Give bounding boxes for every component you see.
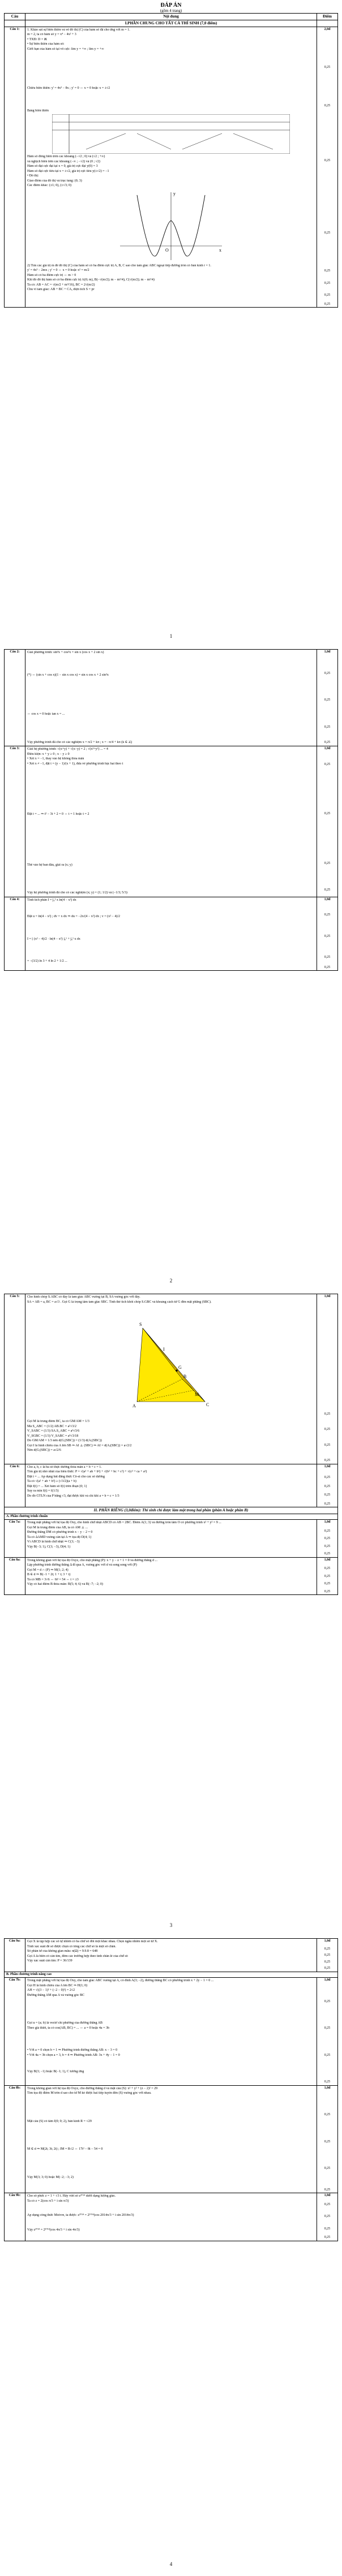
q9a-line: Vậy xác suất cần tìm: P = 36/139 bbox=[27, 1959, 72, 1963]
point-value: 0,25 bbox=[324, 1502, 331, 1506]
q7b-line: • Với 4a = 3b chọn a = 3, b = 4 ⇒ Phương trình AB: 3x + 4y − 1 = 0 bbox=[27, 2053, 120, 2057]
q6-points bbox=[317, 1464, 338, 1507]
q1-line: • Sự biến thiên của hàm số: bbox=[27, 42, 65, 46]
point-value: 0,25 bbox=[324, 2167, 331, 2170]
answer-table-page-3 bbox=[4, 1294, 338, 1595]
point-value: 0,25 bbox=[324, 2053, 331, 2057]
point-value: 0,25 bbox=[324, 269, 331, 273]
page-header bbox=[0, 0, 342, 13]
q1-line: Hàm số có ba điểm cực trị ⇔ m > 0 bbox=[27, 273, 76, 277]
point-value: 0,25 bbox=[324, 1947, 331, 1951]
q9a-points-total: 1,0đ bbox=[324, 1939, 331, 1943]
point-value: 0,25 bbox=[324, 1459, 331, 1462]
q4-label: Câu 4: bbox=[5, 897, 25, 971]
q9a-line: Gọi X là tập hợp các số tự nhiên có ba chữ số đôi một khác nhau. Chọn ngẫu nhiên một số từ X. bbox=[27, 1940, 158, 1943]
pyramid-figure bbox=[120, 1306, 222, 1419]
point-value: 0,25 bbox=[324, 1537, 331, 1541]
q9a-line: Số phần tử của không gian mẫu: n(Ω) = 9.9.8 = 648 bbox=[27, 1950, 98, 1953]
q7b-line: • Với a = 0 chọn b = 1 ⇒ Phương trình đường thẳng AB: x − 3 = 0 bbox=[27, 2048, 118, 2052]
q2-line: Giải phương trình: sin³x + cos³x = sin x (cos x + 2 sin x) bbox=[27, 651, 104, 654]
vertex-i: I bbox=[163, 1347, 165, 1352]
answer-table-page-2 bbox=[4, 649, 338, 971]
point-value: 0,25 bbox=[324, 2227, 331, 2231]
q7b-line: Vậy B(3; −1) hoặc B(−1; 1), C tương ứng bbox=[27, 2070, 84, 2073]
q2-line: ⇔ cos x = 0 hoặc tan x = ... bbox=[27, 712, 65, 716]
q8a-line: Ta có MB = 3√6 ⇔ 6t² = 54 ⇔ t = ±3 bbox=[27, 1577, 79, 1581]
point-value: 0,25 bbox=[324, 812, 331, 815]
point-value: 0,25 bbox=[324, 1960, 331, 1964]
q7b-line: AH = √[(3 − 1)² + (−2 − 0)²] = 2√2 bbox=[27, 1989, 75, 1992]
q6-content bbox=[25, 1464, 317, 1507]
part2b-title-row bbox=[5, 1972, 338, 1978]
answer-key-title: ĐÁP ÁN bbox=[160, 2, 182, 8]
q4-content bbox=[25, 897, 317, 971]
q8b-line: M ∈ d ⇒ M(2t; 3t; 2t) ; IM = R√2 ⇔ 17t² − 8t − 54 = 0 bbox=[27, 2147, 103, 2151]
q3-line: Đặt t = ... ⇒ t² − 3t + 2 = 0 ⇔ t = 1 hoặc t = 2 bbox=[27, 812, 89, 816]
q3-points bbox=[317, 746, 338, 897]
point-value: 0,25 bbox=[324, 741, 331, 744]
q1-line: và nghịch biến trên các khoảng (−∞ ; −√2) và (0 ; √2) bbox=[27, 159, 100, 163]
col-content: Nội dung bbox=[25, 14, 317, 20]
q6-line: Đặt t = ... Áp dụng bất đẳng thức Cô-si cho các số dương bbox=[27, 1475, 105, 1479]
point-value: 0,25 bbox=[324, 1412, 331, 1416]
q2-points-total: 1,0đ bbox=[324, 650, 331, 654]
q1-line: Bảng biến thiên bbox=[27, 109, 49, 113]
q7a-line: Ta có ΔAMD vuông cân tại A ⇒ tọa độ D(4; 1) bbox=[27, 1535, 92, 1539]
q3-line: Vậy hệ phương trình đã cho có các nghiệm (x; y) = (1; 1/2) và (−1/3; 5/3) bbox=[27, 891, 127, 894]
vertex-g: G bbox=[178, 1365, 182, 1370]
q6-line: Suy ra min f(t) = f(1/3) bbox=[27, 1489, 59, 1493]
q6-line: Do đó GTLN của P bằng √3, đạt được khi và chỉ khi a = b = c = 1/3 bbox=[27, 1494, 119, 1498]
q8a-line: Trong không gian với hệ tọa độ Oxyz, cho mặt phẳng (P): x + y − z + 1 = 0 và đường thẳng d ... bbox=[27, 1558, 158, 1562]
q1-line: Các điểm khác: (±1; 0), (±√3; 0) bbox=[27, 184, 72, 187]
point-value: 0,25 bbox=[324, 2140, 331, 2143]
table-header-row bbox=[5, 14, 338, 20]
point-value: 0,25 bbox=[324, 66, 331, 69]
q3-row bbox=[5, 746, 338, 897]
point-value: 0,25 bbox=[324, 1552, 331, 1556]
answer-key-subtitle: (gồm 4 trang) bbox=[160, 8, 182, 13]
part2b-title: B. Phần chương trình nâng cao bbox=[5, 1972, 338, 1978]
q8b-line: Trong không gian với hệ tọa độ Oxyz, cho đường thẳng d và mặt cầu (S): x² + y² + (z − 2)² = 29 bbox=[27, 2086, 158, 2090]
q6-line: Đặt f(t) = ... Xét hàm số f(t) trên đoạn [0; 1] bbox=[27, 1484, 87, 1488]
q3-points-total: 1,0đ bbox=[324, 747, 331, 750]
q4-line: Đặt u = ln(4 − x²) ; dv = x dx ⇒ du = −2x/(4 − x²) dx ; v = (x² − 4)/2 bbox=[27, 915, 120, 918]
answer-table-page-1 bbox=[4, 13, 338, 308]
part2-title-row bbox=[5, 1507, 338, 1514]
q6-label: Câu 6: bbox=[5, 1464, 25, 1507]
variation-table bbox=[52, 114, 290, 154]
point-value: 0,25 bbox=[324, 2236, 331, 2239]
q8b-line: Tìm tọa độ điểm M trên d sao cho từ M kẻ được hai tiếp tuyến đến (S) vuông góc với nhau. bbox=[27, 2091, 152, 2095]
q1-line: Khi đó đồ thị hàm số có ba điểm cực trị A(0; m), B(−√(m/2); m − m²/4), C(√(m/2); m − m²/4) bbox=[27, 278, 155, 282]
q8a-label: Câu 8a: bbox=[5, 1557, 25, 1595]
point-value: 0,25 bbox=[324, 934, 331, 938]
point-value: 0,25 bbox=[324, 1428, 331, 1431]
q7a-label: Câu 7a: bbox=[5, 1520, 25, 1558]
q4-line: Tính tích phân I = ∫₀¹ x ln(4 − x²) dx bbox=[27, 898, 76, 902]
q9a-label: Câu 9a: bbox=[5, 1939, 25, 1972]
q4-row bbox=[5, 897, 338, 971]
q1-line: Hàm số đồng biến trên các khoảng (−√2 ; 0) và (√2 ; +∞) bbox=[27, 155, 105, 158]
point-value: 0,25 bbox=[324, 762, 331, 766]
point-value: 0,25 bbox=[324, 1567, 331, 1571]
point-value: 0,25 bbox=[324, 2026, 331, 2030]
q4-points-total: 1,0đ bbox=[324, 897, 331, 901]
q1-line: m = 2, ta có hàm số y = x⁴ − 4x² + 3 bbox=[27, 33, 76, 36]
q4-line: I = [ (x² − 4)/2 · ln(4 − x²) ]₀¹ + ∫₀¹ x dx bbox=[27, 937, 80, 941]
q4-line: = −(3/2) ln 3 + 4 ln 2 + 1/2 ... bbox=[27, 959, 67, 963]
point-value: 0,25 bbox=[324, 2080, 331, 2084]
q7a-content bbox=[25, 1520, 317, 1558]
q1-line: Chiều biến thiên: y' = 4x³ − 8x ; y' = 0 ⇔ x = 0 hoặc x = ±√2 bbox=[27, 87, 110, 90]
q8b-points-total: 1,0đ bbox=[324, 2086, 331, 2090]
q1-line: Hàm số đạt cực tiểu tại x = ±√2, giá trị cực tiểu y(±√2) = −1 bbox=[27, 169, 109, 173]
q9a-line: Tính xác suất để số được chọn có tổng các chữ số là một số chẵn. bbox=[27, 1944, 116, 1948]
q9b-content bbox=[25, 2193, 317, 2241]
q1-line: Hàm số đạt cực đại tại x = 0, giá trị cực đại y(0) = 3 bbox=[27, 165, 98, 168]
q9b-label: Câu 9b: bbox=[5, 2193, 25, 2241]
point-value: 0,25 bbox=[324, 1484, 331, 1488]
q5-line: Gọi I là hình chiếu của A lên SB ⇒ AI ⊥ (SBC) ⇒ AI = d(A;(SBC)) = a√2/2 bbox=[27, 1443, 132, 1447]
point-value: 0,25 bbox=[324, 888, 331, 892]
q7a-points bbox=[317, 1520, 338, 1558]
vertex-b: B bbox=[183, 1374, 187, 1379]
q7b-line: Gọi H là hình chiếu của A lên BC ⇒ H(1; 0) bbox=[27, 1983, 88, 1987]
point-value: 0,25 bbox=[324, 2202, 331, 2206]
q7b-content bbox=[25, 1978, 317, 2086]
page-1 bbox=[0, 0, 342, 645]
q6-line: Cho a, b, c là ba số thực dương thỏa mãn a + b + c = 1. bbox=[27, 1465, 102, 1469]
q7a-row bbox=[5, 1520, 338, 1558]
point-value: 0,25 bbox=[324, 2215, 331, 2218]
part1-title-row bbox=[5, 20, 338, 27]
point-value: 0,25 bbox=[324, 1589, 331, 1593]
part2a-title-row bbox=[5, 1514, 338, 1520]
q8a-points-total: 1,0đ bbox=[324, 1558, 331, 1562]
q1-line: 1. Khảo sát sự biến thiên và vẽ đồ thị (C) của hàm số đã cho ứng với m = 1. bbox=[27, 28, 130, 32]
q2-line: Vậy phương trình đã cho có các nghiệm x = π/2 + kπ ; x = −π/4 + kπ (k ∈ ℤ) bbox=[27, 740, 132, 744]
point-value: 0,25 bbox=[324, 281, 331, 285]
q7b-line: Trong mặt phẳng với hệ tọa độ Oxy, cho tam giác ABC vuông tại A, có đỉnh A(3; −2), đường thẳng BC có phương trình x + 2y − 1 = 0 ... bbox=[27, 1979, 214, 1982]
q9b-points-total: 1,0đ bbox=[324, 2194, 331, 2197]
q7b-line: Gọi u = (a; b) là vectơ chỉ phương của đường thẳng AB bbox=[27, 2021, 103, 2025]
q7a-line: Gọi M là trung điểm của AB, ta có AM ⊥ ... bbox=[27, 1525, 88, 1529]
q9b-line: Áp dụng công thức Moivre, ta được: z²⁰¹⁴ = 2²⁰¹⁴(cos 2014π/3 + i sin 2014π/3) bbox=[27, 2214, 134, 2217]
q9b-points bbox=[317, 2193, 338, 2241]
q8b-line: Vậy M(3; 3; 0) hoặc M(−2; −3; 2) bbox=[27, 2175, 74, 2179]
point-value: 0,25 bbox=[324, 965, 331, 969]
q8a-line: Gọi M = d ∩ (P) ⇒ M(1; 2; 4) bbox=[27, 1568, 69, 1572]
q1-line: Giới hạn của hàm số tại vô cực: lim y = +∞ ; lim y = +∞ bbox=[27, 47, 104, 51]
vertex-c: C bbox=[206, 1402, 210, 1407]
q5-line: SA = AB = a, BC = a√3 . Gọi G là trọng tâm tam giác SBC. Tính thể tích khối chóp S.GBC và khoảng cách từ G đến mặt phẳng (SBC). bbox=[27, 1300, 212, 1304]
q1-line: y' = 4x³ − 2mx ; y' = 0 ⇔ x = 0 hoặc x² = m/2 bbox=[27, 269, 89, 272]
q5-points-total: 1,0đ bbox=[324, 1295, 331, 1298]
q5-line: Nên d(G;(SBC)) = a√2/6 bbox=[27, 1449, 61, 1452]
q8a-line: B ∈ d ⇒ B(−1 + 2t; 1 + t; 3 + t) bbox=[27, 1573, 71, 1577]
page-number: 1 bbox=[169, 633, 173, 639]
q3-label: Câu 3: bbox=[5, 746, 25, 897]
point-value: 0,25 bbox=[324, 1966, 331, 1970]
point-value: 0,25 bbox=[324, 1574, 331, 1578]
q8a-content bbox=[25, 1557, 317, 1595]
q6-points-total: 1,0đ bbox=[324, 1464, 331, 1468]
q7b-line: Đường thẳng AM qua A và vuông góc BC bbox=[27, 1993, 85, 1997]
q5-line: Do GM/AM = 1/3 nên d(G;(SBC)) = (1/3) d(A;(SBC)) bbox=[27, 1439, 102, 1442]
point-value: 0,25 bbox=[324, 1953, 331, 1957]
page-3 bbox=[0, 1289, 342, 1934]
point-value: 0,25 bbox=[324, 1443, 331, 1447]
q8b-label: Câu 8b: bbox=[5, 2085, 25, 2193]
part1-title: I.PHẦN CHUNG CHO TẤT CẢ THÍ SINH (7,0 điểm) bbox=[25, 20, 317, 27]
q1-row bbox=[5, 27, 338, 308]
point-value: 0,25 bbox=[324, 302, 331, 306]
q7a-line: Vì ABCD là hình chữ nhật ⇒ C(3; −3) bbox=[27, 1540, 80, 1544]
q5-line: V_SABC = (1/3) SA.S_ABC = a³√3/6 bbox=[27, 1429, 80, 1433]
q1-line: • TXĐ: D = ℝ bbox=[27, 37, 47, 41]
q5-row bbox=[5, 1294, 338, 1464]
q7a-line: Trong mặt phẳng với hệ tọa độ Oxy, cho hình chữ nhật ABCD có AB = 2BC. Điểm A(1; 3) và đường tròn tâm O có phương trình x² + y² = 9 ... bbox=[27, 1521, 221, 1525]
q1-line: 2) Tìm các giá trị m để đồ thị (C) của hàm số có ba điểm cực trị A, B, C sao cho tam giác ABC ngoại tiếp đường tròn có bán kính r = 1. bbox=[27, 263, 211, 267]
q5-line: V_SGBC = (1/3) V_SABC = a³√3/18 bbox=[27, 1434, 79, 1438]
q3-line: Giải hệ phương trình: √(x+y) + √(x−y) = 2 ; √(x²+y²) ... = 4 bbox=[27, 747, 108, 751]
q9b-row bbox=[5, 2193, 338, 2241]
point-value: 0,25 bbox=[324, 698, 331, 702]
q2-row bbox=[5, 650, 338, 746]
point-value: 0,25 bbox=[324, 159, 331, 162]
q7a-line: Đường thẳng DM có phương trình x − y − 2 = 0 bbox=[27, 1531, 93, 1535]
point-value: 0,25 bbox=[324, 956, 331, 959]
q6-line: Tìm giá trị nhỏ nhất của biểu thức: P = √(a² + ab + b²) + √(b² + bc + c²) + √(c² + ca + a²) bbox=[27, 1470, 147, 1473]
point-value: 0,25 bbox=[324, 103, 331, 107]
q2-content bbox=[25, 650, 317, 746]
point-value: 0,25 bbox=[324, 2188, 331, 2192]
q6-row bbox=[5, 1464, 338, 1507]
q1-content bbox=[25, 27, 317, 308]
page-number: 2 bbox=[169, 1278, 173, 1283]
q8a-points bbox=[317, 1557, 338, 1595]
point-value: 0,25 bbox=[324, 1529, 331, 1533]
part2-title: II. PHẦN RIÊNG (3,0điểm): Thí sinh chỉ được làm một trong hai phần (phần A hoặc phần B) bbox=[5, 1507, 338, 1514]
page-number: 3 bbox=[169, 1922, 173, 1928]
q3-line: Thế vào hệ ban đầu, giải ra (x; y) bbox=[27, 863, 72, 867]
graph-origin-label: O bbox=[165, 247, 169, 253]
q8a-line: Lập phương trình đường thẳng Δ đi qua A, vuông góc với d và song song với (P) bbox=[27, 1563, 137, 1567]
point-value: 0,25 bbox=[324, 293, 331, 297]
q6-line: Ta có √(a² + ab + b²) ≥ (√3/2)(a + b) bbox=[27, 1480, 76, 1483]
vertex-s: S bbox=[139, 1322, 142, 1327]
q1-points bbox=[317, 27, 338, 308]
q5-line: Cho hình chóp S.ABC có đáy là tam giác ABC vuông tại B, SA vuông góc với đáy. bbox=[27, 1295, 140, 1299]
q5-content bbox=[25, 1294, 317, 1464]
q7b-line: Theo giả thiết, ta có cos(AB, BC) = ... ⇔ a = 0 hoặc 4a = 3b bbox=[27, 2026, 109, 2030]
point-value: 0,25 bbox=[324, 861, 331, 865]
q9a-line: Gọi A là biến cố cần tìm, đếm các trường hợp theo tính chẵn lẻ của chữ số bbox=[27, 1954, 128, 1958]
q4-points bbox=[317, 897, 338, 971]
q1-label: Câu 1: bbox=[5, 27, 25, 308]
q3-line: • Xét x ≠ −1, đặt t = (y − 1)/(x + 1), đưa về phương trình bậc hai theo t bbox=[27, 762, 123, 766]
q5-points bbox=[317, 1294, 338, 1464]
function-graph bbox=[114, 189, 228, 263]
q8b-content bbox=[25, 2085, 317, 2193]
point-value: 0,25 bbox=[324, 725, 331, 729]
q8a-row bbox=[5, 1557, 338, 1595]
q2-label: Câu 2: bbox=[5, 650, 25, 746]
vertex-a: A bbox=[132, 1403, 136, 1408]
q7b-label: Câu 7b: bbox=[5, 1978, 25, 2086]
page-2 bbox=[0, 645, 342, 1289]
q7b-points bbox=[317, 1978, 338, 2086]
q9b-line: Cho số phức z = 1 + √3 i. Hãy viết số z²⁰¹⁴ dưới dạng lượng giác. bbox=[27, 2194, 116, 2198]
graph-y-label: y bbox=[173, 191, 176, 196]
q5-label: Câu 5: bbox=[5, 1294, 25, 1464]
point-value: 0,25 bbox=[324, 1999, 331, 2003]
q8b-points bbox=[317, 2085, 338, 2193]
q3-content bbox=[25, 746, 317, 897]
q7b-points-total: 1,0đ bbox=[324, 1978, 331, 1982]
answer-table-page-4 bbox=[4, 1938, 338, 2241]
q9b-line: Vậy z²⁰¹⁴ = 2²⁰¹⁴(cos 4π/3 + i sin 4π/3) bbox=[27, 2228, 80, 2232]
col-question: Câu bbox=[5, 14, 25, 20]
q8b-row bbox=[5, 2085, 338, 2193]
part2a-title: A. Phần chương trình chuẩn bbox=[5, 1514, 338, 1520]
q1-points-total: 2,0đ bbox=[324, 27, 331, 31]
q7b-row bbox=[5, 1978, 338, 2086]
q8b-line: Mặt cầu (S) có tâm I(0; 0; 2), bán kính R = √29 bbox=[27, 2119, 92, 2123]
point-value: 0,25 bbox=[324, 671, 331, 675]
q1-line: Ta có: AB = AC = √(m/2 + m⁴/16), BC = 2√(m/2) bbox=[27, 283, 95, 287]
point-value: 0,25 bbox=[324, 913, 331, 917]
q1-line: • Đồ thị: bbox=[27, 174, 39, 178]
point-value: 0,25 bbox=[324, 1582, 331, 1586]
point-value: 0,25 bbox=[324, 2113, 331, 2116]
page-4 bbox=[0, 1934, 342, 2576]
q2-line: (*) ⇔ (sin x + cos x)(1 − sin x cos x) = sin x cos x + 2 sin²x bbox=[27, 673, 109, 677]
q7a-points-total: 1,0đ bbox=[324, 1520, 331, 1524]
point-value: 0,25 bbox=[324, 1476, 331, 1479]
q1-line: Giao điểm của đồ thị và trục tung: (0; 3) bbox=[27, 179, 82, 183]
q9a-content bbox=[25, 1939, 317, 1972]
page-number: 4 bbox=[169, 2561, 173, 2567]
q7a-line: Vậy B(−3; 1), C(3; −3), D(4; 1) bbox=[27, 1545, 71, 1549]
q9b-line: Ta có z = 2(cos π/3 + i sin π/3) bbox=[27, 2199, 69, 2203]
q9a-points bbox=[317, 1939, 338, 1972]
vertex-m: M bbox=[195, 1392, 199, 1397]
point-value: 0,25 bbox=[324, 1544, 331, 1548]
q8a-line: Vậy có hai điểm B thỏa mãn: B(5; 4; 6) và B(−7; −2; 0) bbox=[27, 1583, 103, 1587]
point-value: 0,25 bbox=[324, 231, 331, 235]
q1-line: Chu vi tam giác: AB + BC + CA, diện tích S = pr bbox=[27, 288, 95, 291]
q9a-row bbox=[5, 1939, 338, 1972]
q2-points bbox=[317, 650, 338, 746]
q5-line: Gọi M là trung điểm BC, ta có GM/AM = 1/3 bbox=[27, 1420, 89, 1423]
q5-line: Mà S_ABC = (1/2) AB.BC = a²√3/2 bbox=[27, 1424, 77, 1428]
col-points: Điểm bbox=[317, 14, 338, 20]
q3-line: Điều kiện: x + y ≥ 0 ; x − y ≥ 0 bbox=[27, 752, 70, 756]
point-value: 0,25 bbox=[324, 1493, 331, 1497]
q3-line: • Xét x = −1, thay vào hệ không thỏa mãn bbox=[27, 757, 84, 760]
graph-x-label: x bbox=[219, 247, 221, 253]
